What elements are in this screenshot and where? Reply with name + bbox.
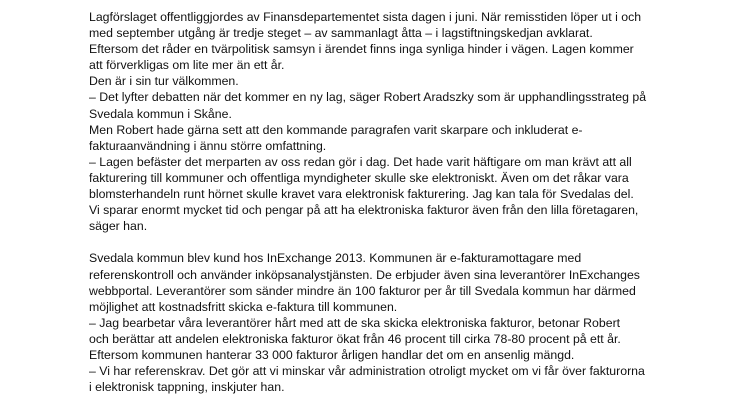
text-line: Men Robert hade gärna sett att den kommande paragrafen varit skarpare och inkluderat e- bbox=[89, 122, 583, 137]
text-line: Svedala kommun i Skåne. bbox=[89, 106, 232, 121]
text-line: fakturaanvändning i ännu större omfattning. bbox=[89, 138, 327, 153]
paragraph-block-1 bbox=[89, 9, 649, 234]
text-line: Eftersom det råder en tvärpolitisk samsyn i ärendet finns inga synliga hinder i vägen. Lagen kommer bbox=[89, 42, 634, 57]
text-line: Svedala kommun blev kund hos InExchange 2013. Kommunen är e-fakturamottagare med bbox=[89, 251, 582, 266]
text-line: med september utgång är tredje steget – av sammanlagt åtta – i lagstiftningskedjan avklarat. bbox=[89, 26, 593, 41]
text-line: säger han. bbox=[89, 219, 148, 234]
paragraph-spacer bbox=[89, 234, 649, 250]
paragraph-block-2 bbox=[89, 250, 649, 395]
article-body bbox=[89, 9, 649, 395]
text-line: – Vi har referenskrav. Det gör att vi minskar vår administration otroligt mycket om vi får över fakturorna bbox=[89, 364, 645, 379]
text-line: – Det lyfter debatten när det kommer en ny lag, säger Robert Aradszky som är upphandlingsstrateg på bbox=[89, 90, 647, 105]
text-line: Vi sparar enormt mycket tid och pengar på att ha elektroniska fakturor även från den lilla företagaren, bbox=[89, 203, 639, 218]
text-line: och berättar att andelen elektroniska fakturor ökat från 46 procent till cirka 78-80 procent på ett år. bbox=[89, 331, 621, 346]
text-line: i elektronisk tappning, inskjuter han. bbox=[89, 380, 285, 395]
text-line: referenskontroll och använder inköpsanalystjänsten. De erbjuder även sina leverantörer InExchanges bbox=[89, 267, 640, 282]
text-line: att förverkligas om lite mer än ett år. bbox=[89, 58, 285, 73]
text-line: Den är i sin tur välkommen. bbox=[89, 74, 239, 89]
text-line: – Jag bearbetar våra leverantörer hårt med att de ska skicka elektroniska fakturor, betonar Robert bbox=[89, 315, 621, 330]
text-line: Eftersom kommunen hanterar 33 000 fakturor årligen handlar det om en ansenlig mängd. bbox=[89, 347, 575, 362]
text-line: möjlighet att kostnadsfritt skicka e-faktura till kommunen. bbox=[89, 299, 398, 314]
text-line: webbportal. Leverantörer som sänder mindre än 100 fakturor per år till Svedala kommun har därmed bbox=[89, 283, 636, 298]
text-line: Lagförslaget offentliggjordes av Finansdepartementet sista dagen i juni. När remisstiden löper ut i och bbox=[89, 10, 642, 24]
text-line: fakturering till kommuner och offentliga myndigheter skulle ske elektroniskt. Även om det råkar vara bbox=[89, 170, 629, 185]
text-line: blomsterhandeln runt hörnet skulle kravet vara elektronisk fakturering. Jag kan tala för Svedalas del. bbox=[89, 187, 634, 202]
text-line: – Lagen befäster det merparten av oss redan gör i dag. Det hade varit häftigare om man krävt att all bbox=[89, 154, 632, 169]
